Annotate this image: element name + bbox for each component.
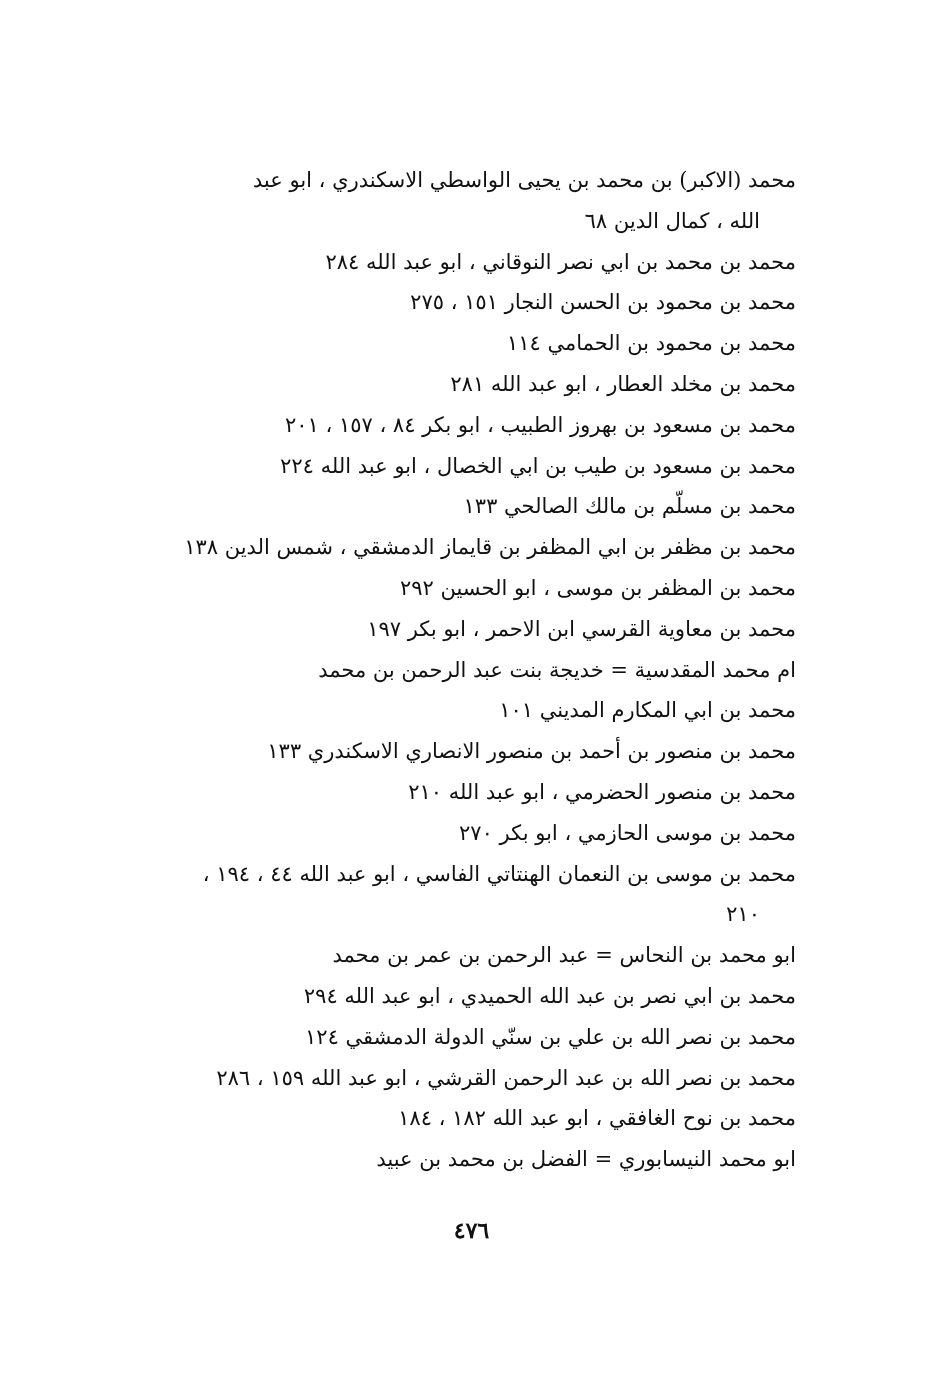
entry-text: محمد (الاكبر) بن محمد بن يحيى الواسطي الاسكندري ، ابو عبد: [252, 168, 796, 192]
index-entry: محمد بن منصور بن أحمد بن منصور الانصاري الاسكندري ١٣٣: [267, 739, 796, 764]
entry-continuation: ٢١٠: [726, 902, 760, 927]
index-entry: محمد بن منصور الحضرمي ، ابو عبد الله ٢١٠: [408, 779, 796, 804]
index-entry: محمد بن مسعود بن بهروز الطبيب ، ابو بكر ٨٤ ، ١٥٧ ، ٢٠١: [284, 412, 796, 437]
index-entry: محمد بن محمود بن الحسن النجار ١٥١ ، ٢٧٥: [410, 290, 796, 315]
entry-continuation: الله ، كمال الدين ٦٨: [584, 208, 760, 233]
index-entry: محمد بن المظفر بن موسى ، ابو الحسين ٢٩٢: [399, 575, 796, 600]
index-entry: محمد بن نصر الله بن علي بن سنّي الدولة الدمشقي ١٢٤: [305, 1024, 796, 1049]
index-entry: محمد بن مسعود بن طيب بن ابي الخصال ، ابو عبد الله ٢٢٤: [280, 453, 796, 478]
index-entry: محمد بن نصر الله بن عبد الرحمن القرشي ، ابو عبد الله ١٥٩ ، ٢٨٦: [216, 1065, 796, 1090]
index-entry: [140, 160, 796, 242]
index-entry: محمد بن ابي المكارم المديني ١٠١: [499, 698, 796, 723]
index-entry: محمد بن موسى الحازمي ، ابو بكر ٢٧٠: [459, 820, 796, 845]
index-entry: ابو محمد النيسابوري = الفضل بن محمد بن عبيد: [376, 1147, 796, 1172]
page-number: ٤٧٦: [453, 1218, 490, 1244]
index-entries: [140, 160, 796, 1180]
index-entry: محمد بن مخلد العطار ، ابو عبد الله ٢٨١: [450, 371, 796, 396]
index-entry: محمد بن محمد بن ابي نصر النوقاني ، ابو عبد الله ٢٨٤: [325, 249, 796, 274]
index-entry: محمد بن نوح الغافقي ، ابو عبد الله ١٨٢ ، ١٨٤: [398, 1106, 796, 1131]
index-entry: ام محمد المقدسية = خديجة بنت عبد الرحمن بن محمد: [318, 657, 796, 682]
index-entry: ابو محمد بن النحاس = عبد الرحمن بن عمر بن محمد: [332, 943, 796, 968]
index-entry: محمد بن محمود بن الحمامي ١١٤: [506, 331, 796, 356]
index-entry: محمد بن معاوية القرسي ابن الاحمر ، ابو بكر ١٩٧: [367, 616, 796, 641]
index-entry: [140, 854, 796, 936]
entry-text: محمد بن موسى بن النعمان الهنتاتي الفاسي ، ابو عبد الله ٤٤ ، ١٩٤ ،: [202, 861, 796, 886]
index-entry: محمد بن ابي نصر بن عبد الله الحميدي ، ابو عبد الله ٢٩٤: [303, 983, 796, 1008]
index-entry: محمد بن مسلّم بن مالك الصالحي ١٣٣: [463, 494, 796, 519]
index-entry: محمد بن مظفر بن ابي المظفر بن قايماز الدمشقي ، شمس الدين ١٣٨: [184, 535, 796, 560]
